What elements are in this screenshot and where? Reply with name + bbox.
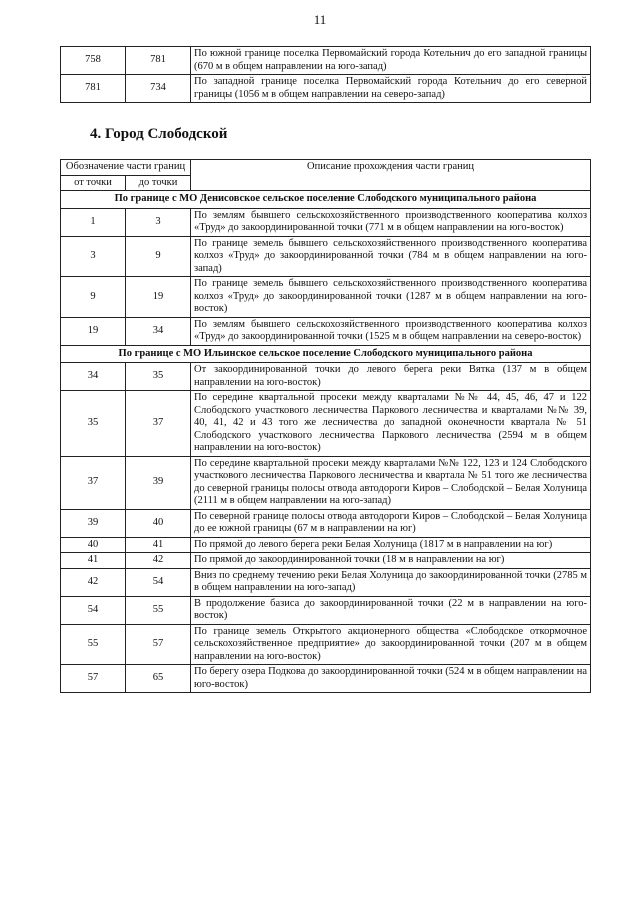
boundary-description: По середине квартальной просеки между кварталами №№ 122, 123 и 124 Слободского участкового лесничества Паркового лесничества и квартала № 51 того же лесничества до северной границы полосы отвода автодороги Киров – Слободской – Белая Холуница (2111 м в общем направлении на юго-запад) [191, 456, 591, 509]
table-row [61, 553, 591, 569]
table-row [61, 596, 591, 624]
boundary-table [60, 159, 591, 693]
from-point: 9 [61, 277, 126, 318]
points-column-header: Обозначение части границ [61, 160, 191, 176]
table-row [61, 277, 591, 318]
boundary-description: В продолжение базиса до закоординированной точки (22 м в направлении на юго-восток) [191, 596, 591, 624]
description-column-header: Описание прохождения части границ [191, 160, 591, 191]
to-point: 781 [126, 47, 191, 75]
table-header-row [61, 160, 591, 176]
to-point-header: до точки [126, 175, 191, 191]
boundary-description: По прямой до левого берега реки Белая Холуница (1817 м в направлении на юг) [191, 537, 591, 553]
from-point: 35 [61, 391, 126, 457]
group-title-row [61, 191, 591, 209]
boundary-description: Вниз по среднему течению реки Белая Холуница до закоординированной точки (2785 м в общем направлении на юго-запад) [191, 568, 591, 596]
to-point: 734 [126, 75, 191, 103]
to-point: 34 [126, 317, 191, 345]
table-row [61, 236, 591, 277]
page-number: 11 [313, 12, 327, 27]
to-point: 3 [126, 208, 191, 236]
from-point: 3 [61, 236, 126, 277]
from-point: 758 [61, 47, 126, 75]
table-row [61, 665, 591, 693]
boundary-description: По западной границе поселка Первомайский города Котельнич до его северной границы (1056 м в общем направлении на северо-запад) [191, 75, 591, 103]
boundary-description: По берегу озера Подкова до закоординированной точки (524 м в общем направлении на юго-восток) [191, 665, 591, 693]
table-row [61, 456, 591, 509]
table-row [61, 391, 591, 457]
from-point: 54 [61, 596, 126, 624]
from-point: 781 [61, 75, 126, 103]
to-point: 40 [126, 509, 191, 537]
table-row [61, 317, 591, 345]
group-title: По границе с МО Денисовское сельское поселение Слободского муниципального района [61, 191, 591, 209]
from-point: 41 [61, 553, 126, 569]
group-title: По границе с МО Ильинское сельское поселение Слободского муниципального района [61, 345, 591, 363]
boundary-description: По землям бывшего сельскохозяйственного производственного кооператива колхоз «Труд» до закоординированной точки (1525 м в общем направлении на северо-восток) [191, 317, 591, 345]
from-point: 42 [61, 568, 126, 596]
boundary-description: По границе земель бывшего сельскохозяйственного производственного кооператива колхоз «Труд» до закоординированной точки (784 м в общем направлении на юго-запад) [191, 236, 591, 277]
from-point: 1 [61, 208, 126, 236]
from-point: 40 [61, 537, 126, 553]
boundary-table-continued [60, 46, 591, 103]
to-point: 35 [126, 363, 191, 391]
from-point-header: от точки [61, 175, 126, 191]
to-point: 55 [126, 596, 191, 624]
boundary-description: По границе земель бывшего сельскохозяйственного производственного кооператива колхоз «Труд» до закоординированной точки (1287 м в общем направлении на юго-восток) [191, 277, 591, 318]
to-point: 19 [126, 277, 191, 318]
from-point: 37 [61, 456, 126, 509]
to-point: 54 [126, 568, 191, 596]
to-point: 57 [126, 624, 191, 665]
section-heading: 4. Город Слободской [90, 126, 228, 142]
boundary-description: По границе земель Открытого акционерного общества «Слободское откормочное сельскохозяйственное предприятие» до закоординированной точки (207 м в общем направлении на юго-восток) [191, 624, 591, 665]
to-point: 41 [126, 537, 191, 553]
table-row [61, 75, 591, 103]
to-point: 9 [126, 236, 191, 277]
table-row [61, 624, 591, 665]
table-row [61, 537, 591, 553]
from-point: 57 [61, 665, 126, 693]
to-point: 65 [126, 665, 191, 693]
table-row [61, 363, 591, 391]
table-row [61, 509, 591, 537]
boundary-description: По северной границе полосы отвода автодороги Киров – Слободской – Белая Холуница до ее южной границы (67 м в направлении на юг) [191, 509, 591, 537]
boundary-description: По южной границе поселка Первомайский города Котельнич до его западной границы (670 м в общем направлении на юго-запад) [191, 47, 591, 75]
group-title-row [61, 345, 591, 363]
boundary-description: По землям бывшего сельскохозяйственного производственного кооператива колхоз «Труд» до закоординированной точки (771 м в общем направлении на юго-восток) [191, 208, 591, 236]
to-point: 42 [126, 553, 191, 569]
from-point: 19 [61, 317, 126, 345]
from-point: 39 [61, 509, 126, 537]
boundary-description: По середине квартальной просеки между кварталами №№ 44, 45, 46, 47 и 122 Слободского участкового лесничества Паркового лесничества и кварталами №№ 39, 40, 41, 42 и 43 того же лесничества до западной оконечности квартала № 51 Слободского участкового лесничества Паркового лесничества (2594 м в общем направлении на юго-восток) [191, 391, 591, 457]
table-row [61, 47, 591, 75]
table-row [61, 208, 591, 236]
from-point: 34 [61, 363, 126, 391]
boundary-description: От закоординированной точки до левого берега реки Вятка (137 м в общем направлении на юго-восток) [191, 363, 591, 391]
from-point: 55 [61, 624, 126, 665]
to-point: 39 [126, 456, 191, 509]
boundary-description: По прямой до закоординированной точки (18 м в направлении на юг) [191, 553, 591, 569]
table-row [61, 568, 591, 596]
to-point: 37 [126, 391, 191, 457]
